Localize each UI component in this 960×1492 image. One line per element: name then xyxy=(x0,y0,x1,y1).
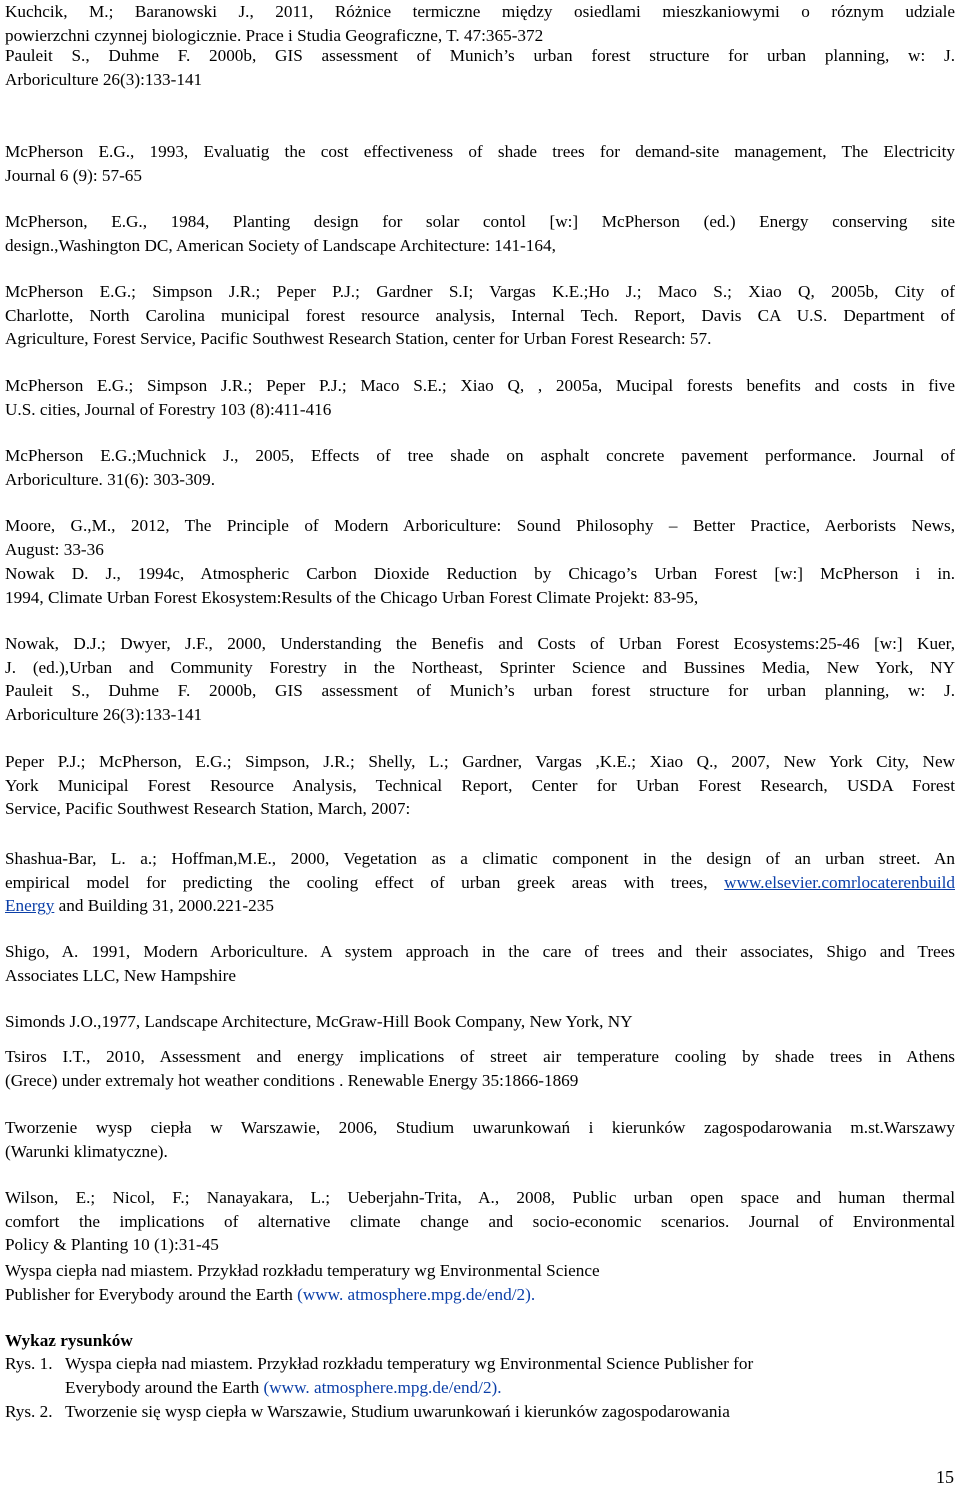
reference-text: empirical model for predicting the cooling effect of urban greek areas with trees, xyxy=(5,872,725,892)
reference-entry xyxy=(5,940,955,987)
elsevier-link[interactable]: www.elsevier.comrlocaterenbuild xyxy=(724,872,955,892)
energy-link[interactable]: Energy xyxy=(5,896,55,915)
reference-line: Pauleit S., Duhme F. 2000b, GIS assessment of Munich’s urban forest structure for urban planning, w: J. xyxy=(5,46,955,65)
reference-line: Nowak D. J., 1994c, Atmospheric Carbon Dioxide Reduction by Chicago’s Urban Forest [w:] McPherson i in. xyxy=(5,564,955,583)
reference-line: Tworzenie wysp ciepła w Warszawie, 2006, Studium uwarunkowań i kierunków zagospodarowania m.st.Warszawy xyxy=(5,1118,955,1137)
reference-line: Associates LLC, New Hampshire xyxy=(5,965,237,985)
reference-line: comfort the implications of alternative climate change and socio-economic scenarios. Journal of Environmental xyxy=(5,1211,955,1231)
reference-line: McPherson E.G., 1993, Evaluatig the cost effectiveness of shade trees for demand-site management, The Electricity xyxy=(5,142,955,161)
reference-line: J. (ed.),Urban and Community Forestry in the Northeast, Sprinter Science and Bussines Media, New York, NY xyxy=(5,657,955,677)
reference-text: and Building 31, 2000.221-235 xyxy=(54,896,274,915)
reference-line: Service, Pacific Southwest Research Station, March, 2007: xyxy=(5,799,411,818)
reference-line: Pauleit S., Duhme F. 2000b, GIS assessment of Munich’s urban forest structure for urban planning, w: J. xyxy=(5,681,955,700)
reference-entry xyxy=(5,280,955,351)
reference-entry xyxy=(5,44,955,91)
atmosphere-link[interactable]: (www. atmosphere.mpg.de/end/2). xyxy=(297,1284,536,1304)
reference-line: Wilson, E.; Nicol, F.; Nanayakara, L.; Ueberjahn-Trita, A., 2008, Public urban open space and human thermal xyxy=(5,1188,955,1207)
reference-line: McPherson, E.G., 1984, Planting design for solar contol [w:] McPherson (ed.) Energy conserving site xyxy=(5,212,955,231)
reference-line: Tsiros I.T., 2010, Assessment and energy implications of street air temperature cooling by shade trees in Athens xyxy=(5,1047,955,1066)
reference-line: Policy & Planting 10 (1):31-45 xyxy=(5,1235,219,1254)
reference-line xyxy=(5,894,955,918)
page-number: 15 xyxy=(936,1467,954,1487)
reference-line: McPherson E.G.; Simpson J.R.; Peper P.J.; Maco S.E.; Xiao Q, , 2005a, Mucipal forests benefits and costs in five xyxy=(5,376,955,395)
reference-line: Wyspa ciepła nad miastem. Przykład rozkładu temperatury wg Environmental Science xyxy=(5,1261,600,1280)
figure-number: Rys. 1. xyxy=(5,1354,53,1373)
reference-line: (Grece) under extremaly hot weather conditions . Renewable Energy 35:1866-1869 xyxy=(5,1070,579,1090)
reference-line: Agriculture, Forest Service, Pacific Southwest Research Station, center for Urban Forest Research: 57. xyxy=(5,329,712,348)
reference-entry xyxy=(5,444,955,491)
reference-entry xyxy=(5,632,955,726)
reference-line xyxy=(5,1283,955,1307)
reference-entry xyxy=(5,1186,955,1257)
reference-line: Kuchcik, M.; Baranowski J., 2011, Różnice termiczne między osiedlami mieszkaniowymi o róznym udziale xyxy=(5,2,955,21)
figure-caption-line: Tworzenie się wysp ciepła w Warszawie, Studium uwarunkowań i kierunków zagospodarowania xyxy=(65,1402,730,1421)
reference-line: powierzchni czynnej biologicznie. Prace i Studia Geograficzne, T. 47:365-372 xyxy=(5,25,544,45)
reference-line: 1994, Climate Urban Forest Ekosystem:Results of the Chicago Urban Forest Climate Projekt: 83-95, xyxy=(5,587,699,607)
reference-line: (Warunki klimatyczne). xyxy=(5,1141,168,1161)
reference-line: Shashua-Bar, L. a.; Hoffman,M.E., 2000, Vegetation as a climatic component in the design of an urban street. An xyxy=(5,849,955,868)
reference-line: Shigo, A. 1991, Modern Arboriculture. A system approach in the care of trees and their associates, Shigo and Trees xyxy=(5,942,955,961)
reference-text: Publisher for Everybody around the Earth xyxy=(5,1284,298,1304)
reference-line: York Municipal Forest Resource Analysis, Technical Report, Center for Urban Forest Research, USDA Forest xyxy=(5,775,955,795)
reference-entry xyxy=(5,1045,955,1092)
reference-entry-shashua-bar xyxy=(5,847,955,918)
reference-entry xyxy=(5,210,955,257)
reference-entry xyxy=(5,1116,955,1163)
reference-line: McPherson E.G.; Simpson J.R.; Peper P.J.; Gardner S.I; Vargas K.E.;Ho J.; Maco S.; Xiao Q, 2005b, City of xyxy=(5,282,955,301)
figure-caption-text: Everybody around the Earth xyxy=(65,1377,264,1397)
reference-entry xyxy=(5,750,955,821)
reference-line: August: 33-36 xyxy=(5,539,104,559)
reference-line: Simonds J.O.,1977, Landscape Architecture, McGraw-Hill Book Company, New York, NY xyxy=(5,1012,633,1031)
reference-line: Journal 6 (9): 57-65 xyxy=(5,165,142,185)
reference-line: design.,Washington DC, American Society of Landscape Architecture: 141-164, xyxy=(5,235,556,255)
reference-line: U.S. cities, Journal of Forestry 103 (8):411-416 xyxy=(5,399,332,419)
figure-caption-line xyxy=(65,1376,502,1400)
reference-line: Arboriculture 26(3):133-141 xyxy=(5,704,203,724)
figures-heading: Wykaz rysunków xyxy=(5,1331,133,1350)
figure-caption-line: Wyspa ciepła nad miastem. Przykład rozkładu temperatury wg Environmental Science Publisher for xyxy=(65,1354,754,1373)
reference-line: Arboriculture 26(3):133-141 xyxy=(5,69,203,89)
reference-entry xyxy=(5,140,955,187)
reference-entry xyxy=(5,514,955,561)
reference-line: Arboriculture. 31(6): 303-309. xyxy=(5,469,216,489)
reference-line: Peper P.J.; McPherson, E.G.; Simpson, J.R.; Shelly, L.; Gardner, Vargas ,K.E.; Xiao Q., 2007, New York City, New xyxy=(5,752,955,771)
figure-number: Rys. 2. xyxy=(5,1402,53,1421)
reference-entry xyxy=(5,374,955,421)
reference-entry xyxy=(5,1010,955,1034)
reference-line: Moore, G.,M., 2012, The Principle of Modern Arboriculture: Sound Philosophy – Better Practice, Aerborists News, xyxy=(5,516,955,535)
reference-entry xyxy=(5,0,955,47)
reference-line: Charlotte, North Carolina municipal forest resource analysis, Internal Tech. Report, Davis CA U.S. Department of xyxy=(5,305,955,325)
atmosphere-link[interactable]: (www. atmosphere.mpg.de/end/2). xyxy=(263,1377,502,1397)
reference-entry xyxy=(5,562,955,609)
reference-entry-wyspa-ciepla xyxy=(5,1259,955,1306)
reference-line: Nowak, D.J.; Dwyer, J.F., 2000, Understanding the Benefis and Costs of Urban Forest Ecosystems:25-46 [w:] Kuer, xyxy=(5,634,955,653)
reference-line xyxy=(5,871,955,895)
reference-line: McPherson E.G.;Muchnick J., 2005, Effects of tree shade on asphalt concrete pavement performance. Journal of xyxy=(5,446,955,465)
